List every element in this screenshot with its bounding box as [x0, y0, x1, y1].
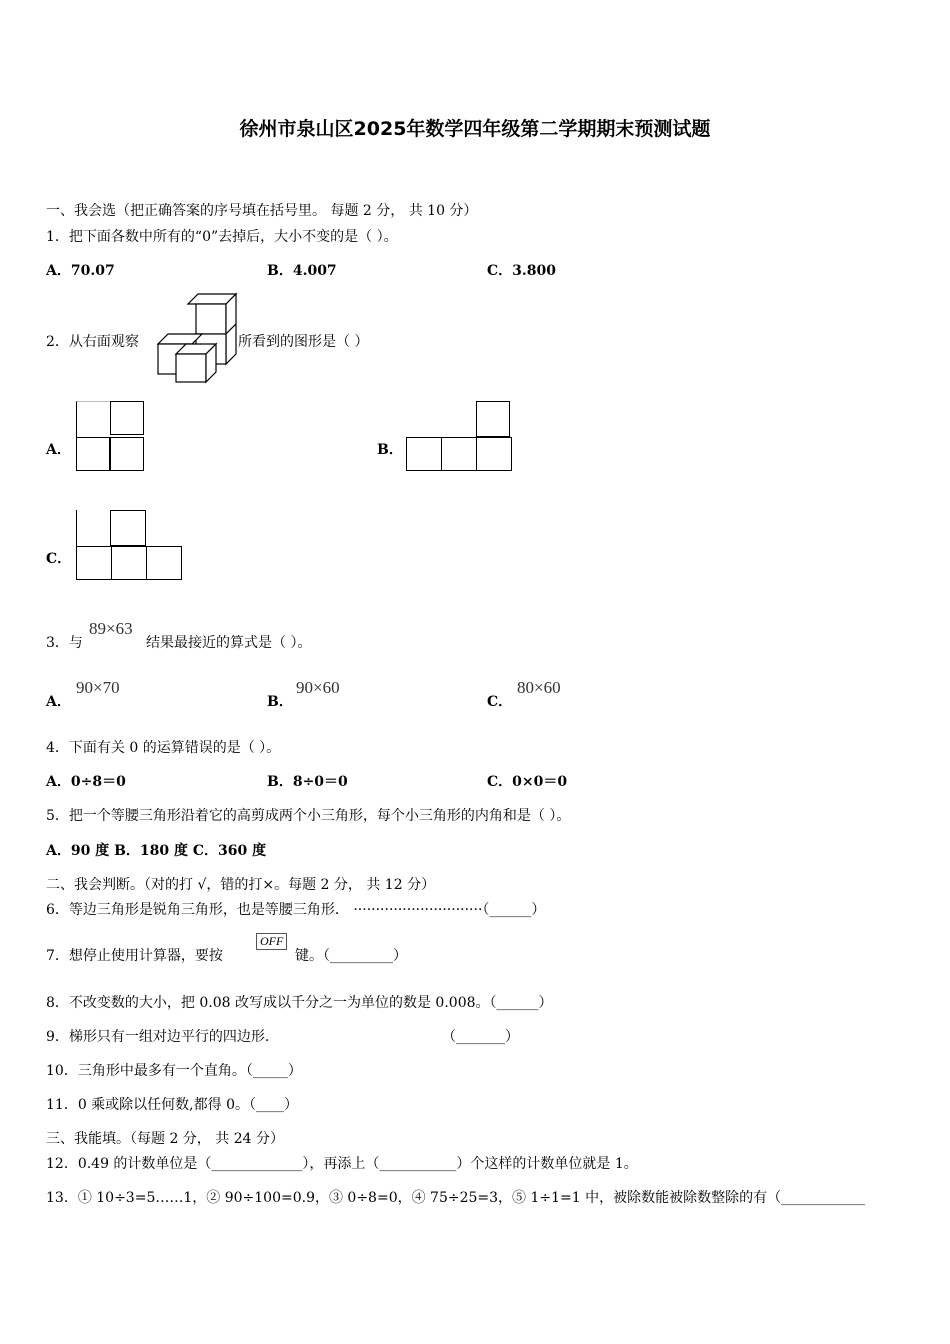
question-7-end: 键。（_________） — [295, 948, 407, 964]
q4-option-c: C．0×0＝0 — [487, 774, 568, 790]
q3-option-c: C． — [487, 694, 513, 710]
q4-option-a: A．0÷8＝0 — [46, 774, 126, 790]
question-10: 10．三角形中最多有一个直角。（_____） — [46, 1063, 302, 1079]
q3-option-a-expr: 90×70 — [76, 678, 120, 697]
q3-option-a: A． — [46, 694, 71, 710]
section-1-heading: 一、我会选（把正确答案的序号填在括号里。 每题 2 分， 共 10 分） — [46, 203, 478, 219]
question-9-blank: （_______） — [442, 1029, 519, 1045]
question-6: 6．等边三角形是锐角三角形，也是等腰三角形． ·····························（______） — [46, 902, 546, 918]
question-3-start: 3．与 — [46, 635, 83, 651]
question-11: 11．0 乘或除以任何数,都得 0。（____） — [46, 1097, 298, 1113]
q1-option-a: A．70.07 — [46, 263, 115, 279]
off-key-label: OFF — [256, 933, 287, 950]
q2-option-a-figure — [76, 401, 148, 473]
question-8: 8．不改变数的大小，把 0.08 改写成以千分之一为单位的数是 0.008。（______） — [46, 995, 553, 1011]
question-7-start: 7．想停止使用计算器，要按 — [46, 948, 223, 964]
off-key — [256, 932, 287, 950]
question-13: 13．① 10÷3=5……1，② 90÷100=0.9，③ 0÷8=0，④ 75÷25=3，⑤ 1÷1=1 中，被除数能被除数整除的有（____________ — [46, 1190, 866, 1206]
q2-option-b-figure — [406, 401, 514, 473]
section-3-heading: 三、我能填。（每题 2 分， 共 24 分） — [46, 1131, 284, 1147]
q2-option-c-figure — [76, 510, 184, 582]
question-2-start: 2．从右面观察 — [46, 334, 139, 350]
q2-option-a: A． — [46, 442, 71, 458]
question-9: 9．梯形只有一组对边平行的四边形. — [46, 1029, 270, 1045]
question-5: 5．把一个等腰三角形沿着它的高剪成两个小三角形，每个小三角形的内角和是（ ）。 — [46, 808, 571, 824]
q3-option-b: B． — [267, 694, 293, 710]
question-2-end: 所看到的图形是（ ） — [238, 334, 369, 350]
section-2-heading: 二、我会判断。（对的打 √，错的打×。每题 2 分， 共 12 分） — [46, 877, 436, 893]
q3-expression: 89×63 — [89, 619, 133, 638]
q1-option-c: C．3.800 — [487, 263, 556, 279]
question-1: 1．把下面各数中所有的“0”去掉后，大小不变的是（ ）。 — [46, 229, 398, 245]
q2-option-b: B． — [377, 442, 403, 458]
question-3-end: 结果最接近的算式是（ ）。 — [146, 635, 312, 651]
q3-option-c-expr: 80×60 — [517, 678, 561, 697]
question-4: 4．下面有关 0 的运算错误的是（ ）。 — [46, 740, 281, 756]
q4-option-b: B．8÷0＝0 — [267, 774, 348, 790]
page-title: 徐州市泉山区2025年数学四年级第二学期期末预测试题 — [239, 118, 711, 140]
q3-option-b-expr: 90×60 — [296, 678, 340, 697]
cube-stack-figure — [154, 292, 238, 384]
question-12: 12．0.49 的计数单位是（_____________），再添上（___________）个这样的计数单位就是 1。 — [46, 1156, 638, 1172]
q1-option-b: B．4.007 — [267, 263, 337, 279]
q5-options: A．90 度 B．180 度 C．360 度 — [46, 843, 267, 859]
q2-option-c: C． — [46, 551, 72, 567]
